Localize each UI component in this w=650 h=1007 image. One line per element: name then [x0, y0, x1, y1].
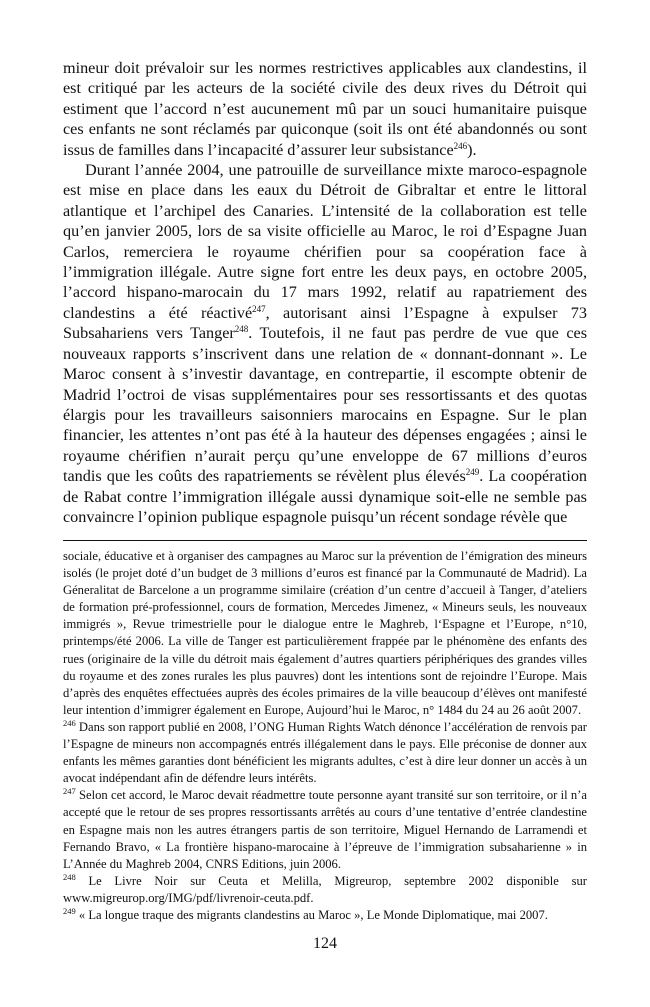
paragraph-2 — [63, 160, 587, 527]
footnote-ref-248[interactable]: 248 — [234, 324, 249, 335]
footnote-text: Dans son rapport publié en 2008, l’ONG Human Rights Watch dénonce l’accélération de renvois par l’Espagne de mineurs non accompagnés entrés illégalement dans le pays. Elle préconise de donner aux enfants les mêmes garanties dont bénéficient les migrants adultes, c’est à dire leur donner un accès à un avocat indépendant afin de défendre leurs intérêts. — [63, 719, 587, 786]
footnote-249 — [63, 907, 587, 924]
footnote-text: Le Livre Noir sur Ceuta et Melilla, Migreurop, septembre 2002 disponible sur www.migreurop.org/IMG/pdf/livrenoir-ceuta.pdf. — [63, 873, 587, 905]
footnote-number: 246 — [63, 717, 76, 728]
footnote-number: 247 — [63, 786, 76, 797]
footnote-247 — [63, 787, 587, 872]
footnote-number: 248 — [63, 871, 76, 882]
paragraph-text: Durant l’année 2004, une patrouille de surveillance mixte maroco-espagnole est mise en place dans les eaux du Détroit de Gibraltar et entre le littoral atlantique et l’archipel des Canaries. L’intensité de la collaboration est telle qu’en janvier 2005, lors de sa visite officielle au Maroc, le roi d’Espagne Juan Carlos, remerciera le royaume chérifien pour sa coopération face à l’immigration illégale. Autre signe fort entre les deux pays, en octobre 2005, l’accord hispano-marocain du 17 mars 1992, relatif au rapatriement des clandestins a été réactivé — [63, 161, 587, 322]
page-number: 124 — [313, 935, 337, 952]
footnote-ref-246[interactable]: 246 — [453, 140, 468, 151]
paragraph-1 — [63, 58, 587, 160]
footnote-text: « La longue traque des migrants clandestins au Maroc », Le Monde Diplomatique, mai 2007. — [75, 907, 548, 922]
paragraph-text: . La coopération de Rabat contre l’immigration illégale aussi dynamique soit-elle ne semble pas convaincre l’opinion publique espagnole puisqu’un récent sondage révèle que — [63, 467, 588, 526]
page-content — [63, 58, 587, 527]
paragraph-text: mineur doit prévaloir sur les normes restrictives applicables aux clandestins, il est critiqué par les acteurs de la société civile des deux rives du Détroit qui estiment que l’accord n’est aucunement mû par un souci humanitaire puisque ces enfants ne sont réclamés par quiconque (soit ils ont été abandonnés ou sont issus de familles dans l’incapacité d’assurer leur subsistance — [63, 59, 587, 159]
footnote-text: Selon cet accord, le Maroc devait réadmettre toute personne ayant transité sur son territoire, or il n’a accepté que le retour de ses propres ressortissants arrêtés au cours d’une tentative d’entrée clandestine en Espagne mais non les autres étrangers partis de son territoire, Miguel Hernando de Larramendi et Fernando Bravo, « La frontière hispano-marocaine à l’épreuve de l’immigration subsaharienne » in L’Année du Maghreb 2004, CNRS Editions, juin 2006. — [63, 788, 587, 871]
footnote-246 — [63, 719, 587, 787]
footnote-separator — [63, 540, 587, 541]
paragraph-text: , autorisant ainsi l’Espagne à expulser 73 Subsahariens vers Tanger — [63, 303, 587, 343]
footnote-248 — [63, 873, 587, 907]
footnote-ref-247[interactable]: 247 — [252, 303, 266, 314]
paragraph-text: . Toutefois, il ne faut pas perdre de vue que ces nouveaux rapports s’inscrivent dans une relation de « donnant-donnant ». Le Maroc consent à s’investir davantage, en contrepartie, il escompte obtenir de Madrid l’octroi de visas supplémentaires pour ses ressortissants et des quotas élargis pour les travailleurs saisonniers marocains en Espagne. Sur le plan financier, les attentes n’ont pas été à la hauteur des dépenses engagées ; ainsi le royaume chérifien n’aurait perçu qu’une enveloppe de 67 millions d’euros tandis que les coûts des rapatriements se révèlent plus élevés — [63, 324, 587, 486]
body-text — [63, 58, 587, 527]
footnote-continuation: sociale, éducative et à organiser des campagnes au Maroc sur la prévention de l’émigration des mineurs isolés (le projet doté d’un budget de 3 millions d’euros est financé par la Communauté de Madrid). La Géneralitat de Barcelone a un programme similaire (création d’un centre d’accueil à Tanger, d’ateliers de formation pré-professionnel, cours de formation, Mercedes Jimenez, « Mineurs seuls, les nouveaux immigrés », Revue trimestrielle pour le dialogue entre le Maghreb, l‘Espagne et l’Europe, n°10, printemps/été 2006. La ville de Tanger est particulièrement frappée par le phénomène des enfants des rues (originaire de la ville du détroit mais également d’autres quartiers périphériques des grandes villes du royaume et des zones rurales les plus pauvres) dont les intentions sont de rejoindre l’Europe. Mais d’après des enquêtes effectuées auprès des écoles primaires de la ville beaucoup d’élèves ont manifesté leur intention d’immigrer également en Europe, Aujourd’hui le Maroc, n° 1484 du 24 au 26 août 2007. — [63, 549, 587, 717]
paragraph-text: ). — [467, 140, 477, 159]
footnote-ref-249[interactable]: 249 — [465, 467, 480, 478]
footnote-number: 249 — [63, 905, 76, 916]
footnotes — [63, 548, 587, 924]
